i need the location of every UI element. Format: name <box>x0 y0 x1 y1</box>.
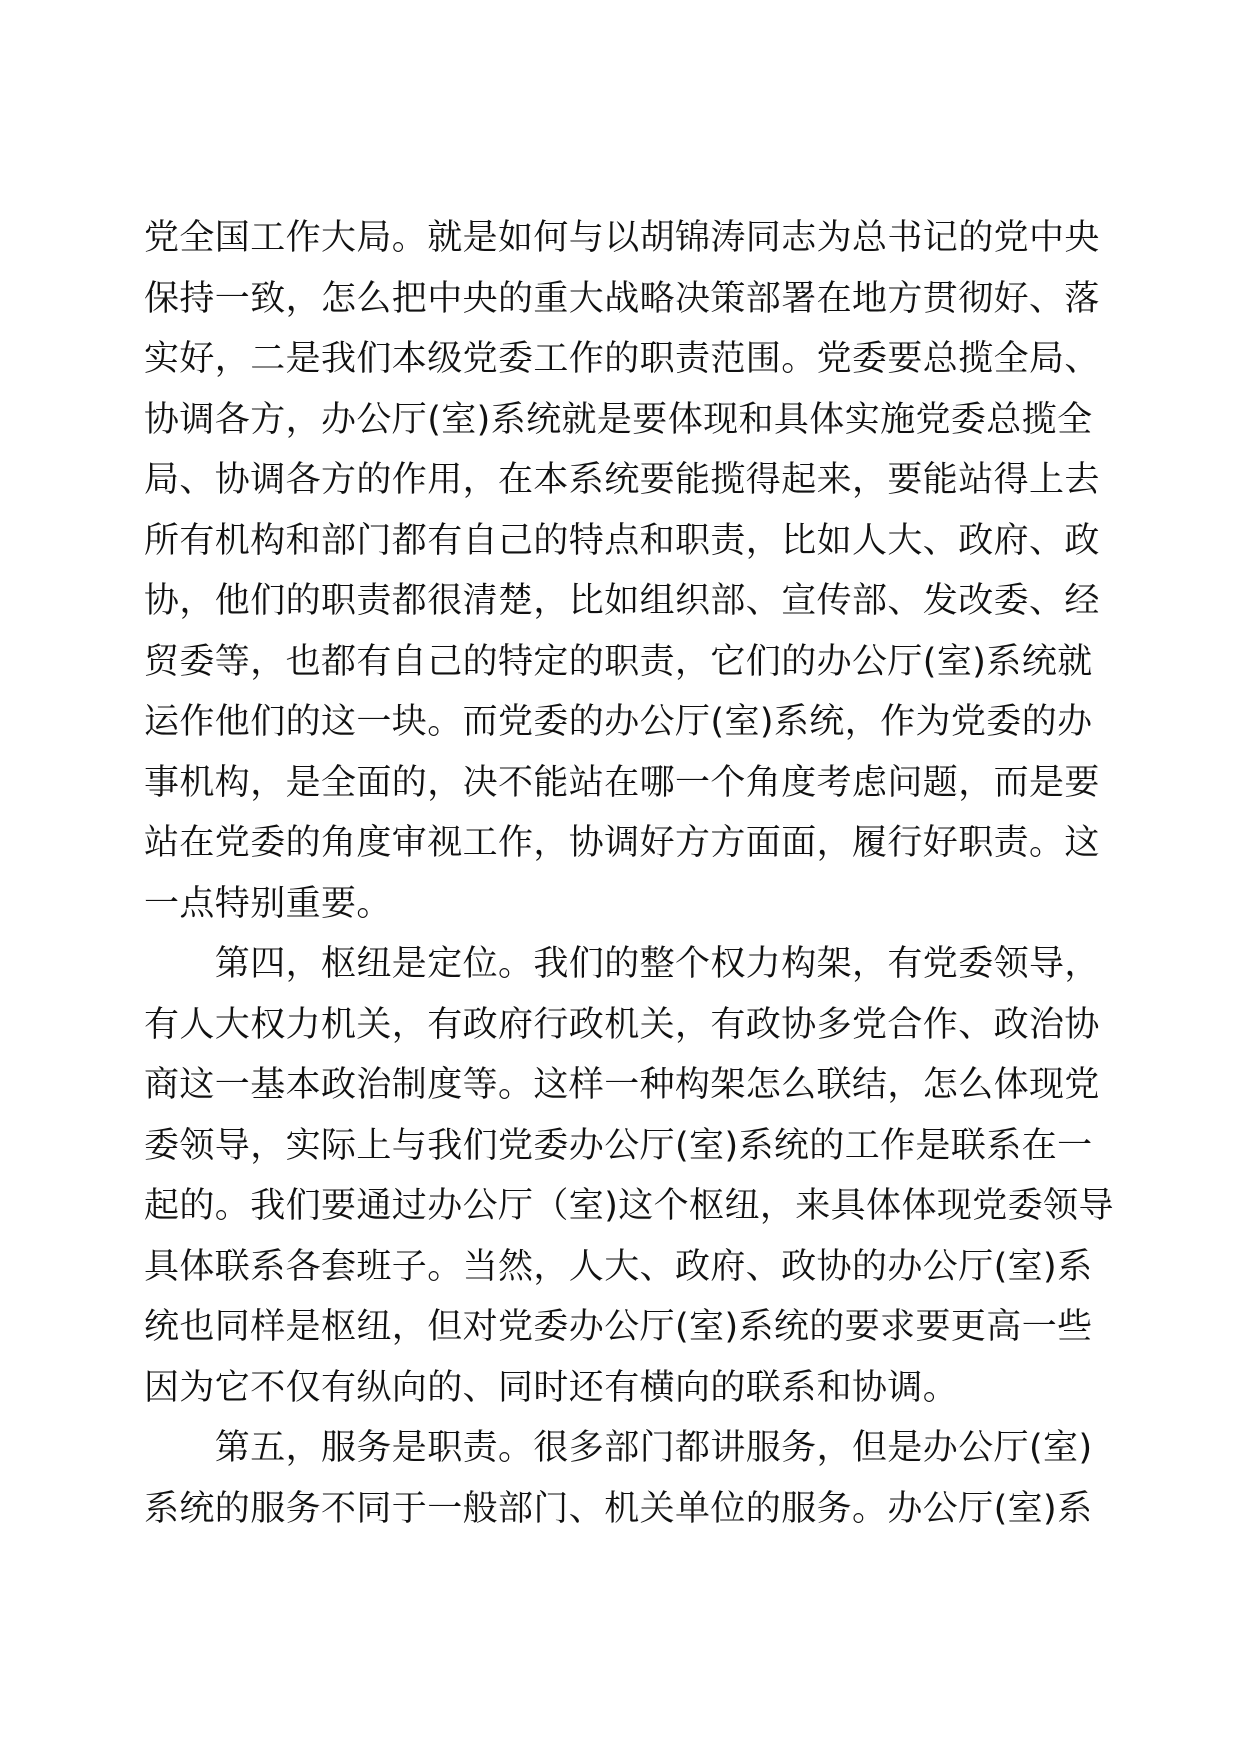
text-line: 贸委等，也都有自己的特定的职责，它们的办公厅(室)系统就 <box>144 641 1093 682</box>
text-line: 起的。我们要通过办公厅（室)这个枢纽，来具体体现党委领导 <box>144 1186 1114 1226</box>
text-line: 党全国工作大局。就是如何与以胡锦涛同志为总书记的党中央 <box>144 218 1100 258</box>
text-line: 系统的服务不同于一般部门、机关单位的服务。办公厅(室)系 <box>144 1488 1093 1529</box>
paragraph-first-line: 第四，枢纽是定位。我们的整个权力构架，有党委领导， <box>144 944 1100 984</box>
text-line: 实好，二是我们本级党委工作的职责范围。党委要总揽全局、 <box>144 339 1100 379</box>
text-line: 一点特别重要。 <box>144 883 392 924</box>
text-line: 统也同样是枢纽，但对党委办公厅(室)系统的要求要更高一些 <box>144 1307 1093 1347</box>
paragraph-first-line: 第五，服务是职责。很多部门都讲服务，但是办公厅(室) <box>144 1428 1093 1468</box>
text-line: 局、协调各方的作用，在本系统要能揽得起来，要能站得上去 <box>144 460 1100 500</box>
body-text <box>144 208 1124 1539</box>
text-line: 所有机构和部门都有自己的特点和职责，比如人大、政府、政 <box>144 520 1100 561</box>
text-line: 协，他们的职责都很清楚，比如组织部、宣传部、发改委、经 <box>144 581 1100 621</box>
text-line: 事机构，是全面的，决不能站在哪一个角度考虑问题，而是要 <box>144 762 1100 803</box>
text-line: 保持一致，怎么把中央的重大战略决策部署在地方贯彻好、落 <box>144 278 1100 319</box>
text-line: 站在党委的角度审视工作，协调好方方面面，履行好职责。这 <box>144 823 1100 863</box>
text-line: 运作他们的这一块。而党委的办公厅(室)系统，作为党委的办 <box>144 702 1093 742</box>
text-line: 商这一基本政治制度等。这样一种构架怎么联结，怎么体现党 <box>144 1065 1100 1105</box>
text-line: 具体联系各套班子。当然，人大、政府、政协的办公厅(室)系 <box>144 1246 1093 1287</box>
text-line: 委领导，实际上与我们党委办公厅(室)系统的工作是联系在一 <box>144 1125 1093 1166</box>
text-line: 协调各方，办公厅(室)系统就是要体现和具体实施党委总揽全 <box>144 399 1093 440</box>
text-line: 有人大权力机关，有政府行政机关，有政协多党合作、政治协 <box>144 1004 1100 1045</box>
text-line: 因为它不仅有纵向的、同时还有横向的联系和协调。 <box>144 1367 959 1408</box>
